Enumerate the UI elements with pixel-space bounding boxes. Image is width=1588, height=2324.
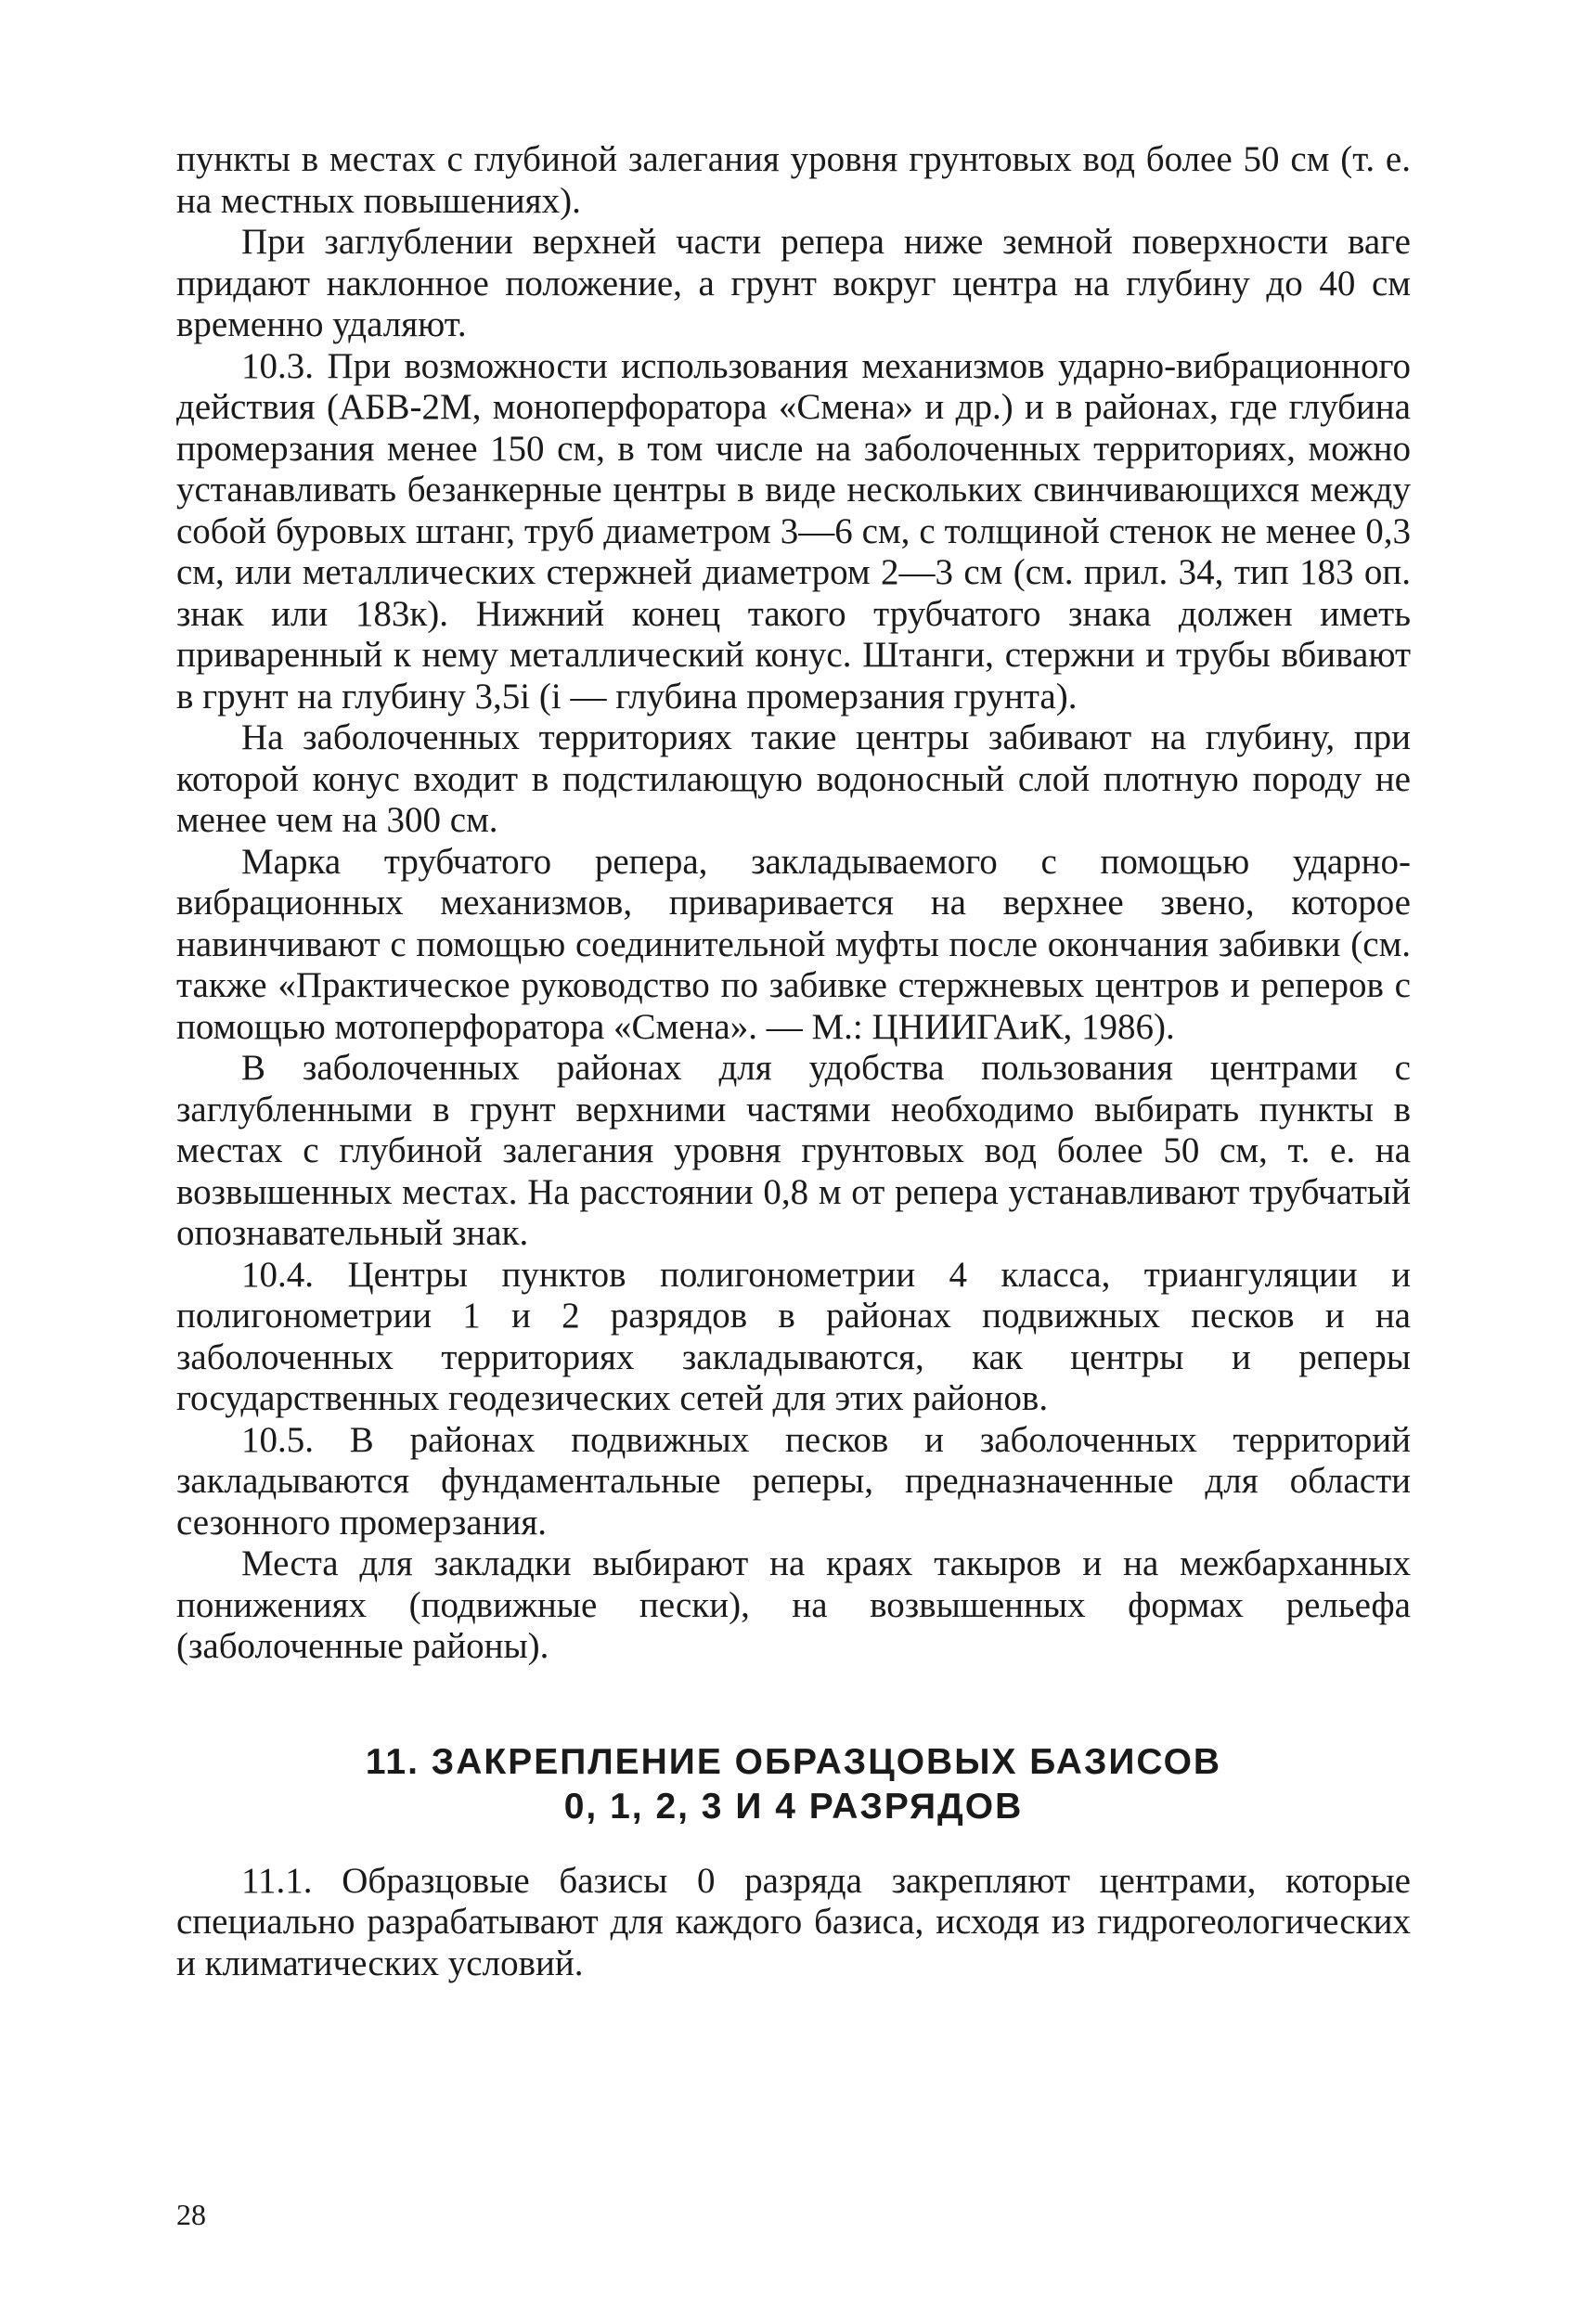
page-number: 28 — [176, 2198, 206, 2231]
paragraph-continuation: пункты в местах с глубиной залегания уровня грунтовых вод более 50 см (т. е. на местных повышениях). — [176, 139, 1411, 221]
paragraph: Марка трубчатого репера, закладываемого с помощью ударно-вибрационных механизмов, приваривается на верхнее звено, которое навинчивают с помощью соединительной муфты после окончания забивки (см. также «Практическое руководство по забивке стержневых центров и реперов с помощью мотоперфоратора «Смена». — М.: ЦНИИГАиК, 1986). — [176, 841, 1411, 1047]
section-heading-line-1: 11. ЗАКРЕПЛЕНИЕ ОБРАЗЦОВЫХ БАЗИСОВ — [365, 1741, 1222, 1782]
paragraph-10-5: 10.5. В районах подвижных песков и заболоченных территорий закладываются фундаментальные реперы, предназначенные для области сезонного промерзания. — [176, 1419, 1411, 1543]
paragraph: Места для закладки выбирают на краях такыров и на межбарханных понижениях (подвижные пески), на возвышенных формах рельефа (заболоченные районы). — [176, 1543, 1411, 1666]
paragraph-11-1: 11.1. Образцовые базисы 0 разряда закрепляют центрами, которые специально разрабатывают для каждого базиса, исходя из гидрогеологических и климатических условий. — [176, 1860, 1411, 1983]
paragraph: На заболоченных территориях такие центры забивают на глубину, при которой конус входит в подстилающую водоносный слой плотную породу не менее чем на 300 см. — [176, 717, 1411, 840]
section-heading-line-2: 0, 1, 2, 3 И 4 РАЗРЯДОВ — [563, 1786, 1024, 1827]
section-heading — [176, 1740, 1411, 1829]
text-column — [176, 139, 1411, 1984]
paragraph-10-4: 10.4. Центры пунктов полигонометрии 4 класса, триангуляции и полигонометрии 1 и 2 разрядов в районах подвижных песков и на заболоченных территориях закладываются, как центры и реперы государственных геодезических сетей для этих районов. — [176, 1254, 1411, 1418]
paragraph: В заболоченных районах для удобства пользования центрами с заглубленными в грунт верхними частями необходимо выбирать пункты в местах с глубиной залегания уровня грунтовых вод более 50 см, т. е. на возвышенных местах. На расстоянии 0,8 м от репера устанавливают трубчатый опознавательный знак. — [176, 1048, 1411, 1253]
paragraph-10-3: 10.3. При возможности использования механизмов ударно-вибрационного действия (АБВ-2М, моноперфоратора «Смена» и др.) и в районах, где глубина промерзания менее 150 см, в том числе на заболоченных территориях, можно устанавливать безанкерные центры в виде нескольких свинчивающихся между собой буровых штанг, труб диаметром 3—6 см, с толщиной стенок не менее 0,3 см, или металлических стержней диаметром 2—3 см (см. прил. 34, тип 183 оп. знак или 183к). Нижний конец такого трубчатого знака должен иметь приваренный к нему металлический конус. Штанги, стержни и трубы вбивают в грунт на глубину 3,5i (i — глубина промерзания грунта). — [176, 345, 1411, 717]
paragraph: При заглублении верхней части репера ниже земной поверхности ваге придают наклонное положение, а грунт вокруг центра на глубину до 40 см временно удаляют. — [176, 222, 1411, 344]
